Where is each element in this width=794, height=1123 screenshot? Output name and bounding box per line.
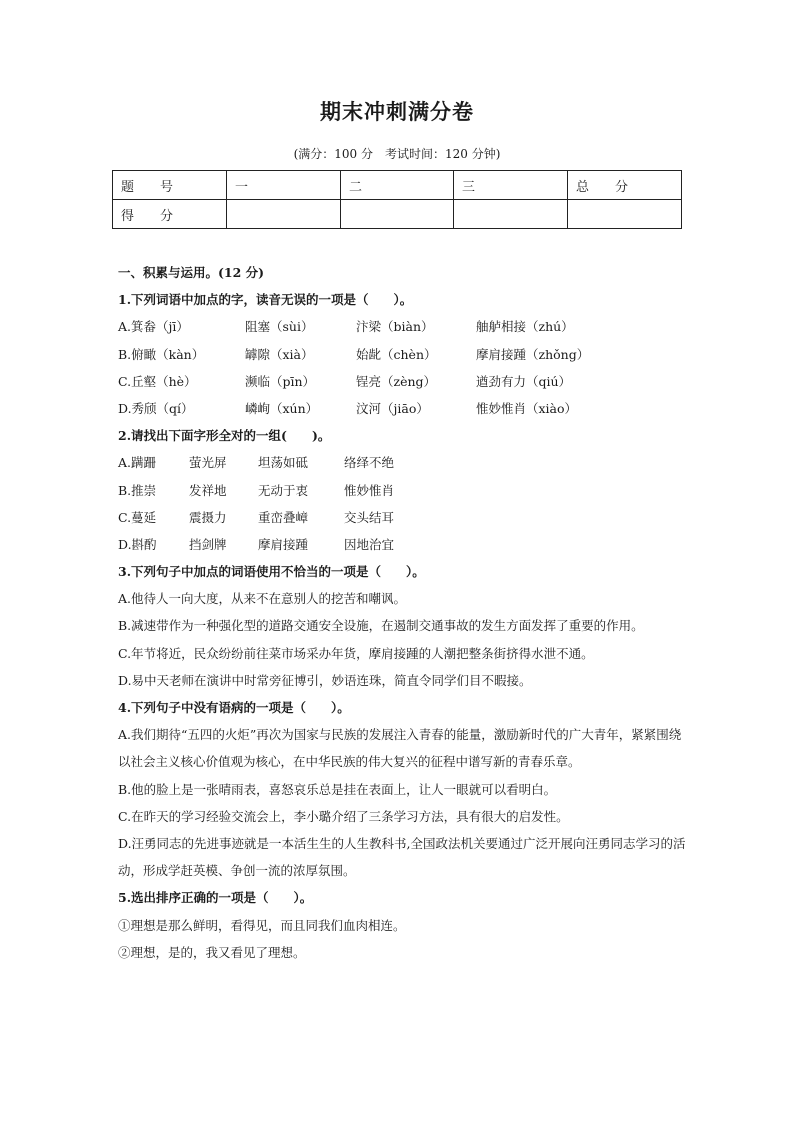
question-3-option-a[interactable]: A.他待人一向大度，从来不在意别人的挖苦和嘲讽。 [118, 591, 407, 607]
exam-content [118, 259, 688, 966]
question-5-item: ②理想，是的，我又看见了理想。 [118, 944, 306, 960]
question-2-option-a[interactable] [118, 449, 688, 476]
section-heading: 一、积累与运用。(12 分) [118, 265, 265, 280]
option-word: D.秀颀（qí） [118, 400, 194, 416]
score-input-cell[interactable] [568, 200, 682, 229]
option-word: 坦荡如砥 [258, 455, 309, 471]
option-word: 遒劲有力（qiú） [476, 373, 572, 389]
option-word: 阻塞（sùi） [245, 319, 314, 335]
option-word: 发祥地 [189, 482, 227, 498]
question-5-stem: 5.选出排序正确的一项是（ ）。 [118, 890, 313, 906]
question-3-option-d[interactable]: D.易中天老师在演讲中时常旁征博引，妙语连珠，简直令同学们目不暇接。 [118, 672, 532, 688]
question-4-stem: 4.下列句子中没有语病的一项是（ ）。 [118, 700, 350, 716]
option-word: 萤光屏 [189, 455, 227, 471]
question-4-option-b[interactable]: B.他的脸上是一张晴雨表，喜怒哀乐总是挂在表面上，让人一眼就可以看明白。 [118, 781, 557, 797]
option-word: 摩肩接踵（zhǒng） [476, 346, 590, 362]
question-2-option-d[interactable] [118, 531, 688, 558]
option-word: C.丘壑（hè） [118, 373, 197, 389]
score-table-header-row [113, 171, 682, 200]
option-word: 挡剑牌 [189, 536, 227, 552]
option-word: C.蔓延 [118, 509, 157, 525]
page-title: 期末冲刺满分卷 [320, 99, 474, 124]
option-word: 锃亮（zèng） [356, 373, 437, 389]
exam-info: (满分：100 分 考试时间：120 分钟) [293, 147, 501, 161]
option-word: 濒临（pīn） [245, 373, 316, 389]
question-2-option-c[interactable] [118, 504, 688, 531]
option-word: 重峦叠嶂 [258, 509, 309, 525]
score-input-cell[interactable] [227, 200, 341, 229]
option-word: 因地治宜 [344, 536, 395, 552]
option-word: 无动于衷 [258, 482, 309, 498]
question-4-option-d[interactable]: D.汪勇同志的先进事迹就是一本活生生的人生教科书,全国政法机关要通过广泛开展向汪勇同志学习的活动，形成学赶英模、争创一流的浓厚氛围。 [118, 836, 686, 879]
question-4-option-c[interactable]: C.在昨天的学习经验交流会上，李小璐介绍了三条学习方法，具有很大的启发性。 [118, 808, 569, 824]
option-word: 摩肩接踵 [258, 536, 309, 552]
option-word: D.斟酌 [118, 536, 157, 552]
option-word: 络绎不绝 [344, 455, 395, 471]
option-word: 汶河（jiāo） [356, 400, 429, 416]
score-table [112, 170, 682, 229]
score-table-cell: 总 分 [568, 171, 682, 200]
option-word: B.推崇 [118, 482, 157, 498]
option-word: A.箕畚（jī） [118, 319, 189, 335]
score-table-cell: 得 分 [113, 200, 227, 229]
score-table-cell: 一 [227, 171, 341, 200]
option-word: 惟妙惟肖（xiào） [476, 400, 578, 416]
score-table-score-row [113, 200, 682, 229]
option-word: 惟妙惟肖 [344, 482, 395, 498]
option-word: 汴梁（biàn） [356, 319, 434, 335]
option-word: 罅隙（xià） [245, 346, 314, 362]
score-input-cell[interactable] [341, 200, 454, 229]
question-5-item: ①理想是那么鲜明，看得见，而且同我们血肉相连。 [118, 917, 406, 933]
question-1-stem: 1.下列词语中加点的字，读音无误的一项是（ ）。 [118, 292, 413, 308]
option-word: 交头结耳 [344, 509, 395, 525]
question-1-option-a[interactable] [118, 313, 688, 340]
question-1-option-d[interactable] [118, 395, 688, 422]
question-3-stem: 3.下列句子中加点的词语使用不恰当的一项是（ ）。 [118, 564, 425, 580]
question-3-option-c[interactable]: C.年节将近，民众纷纷前往菜市场采办年货，摩肩接踵的人潮把整条街挤得水泄不通。 [118, 645, 594, 661]
question-3-option-b[interactable]: B.减速带作为一种强化型的道路交通安全设施，在遏制交通事故的发生方面发挥了重要的作用。 [118, 618, 644, 634]
score-table-cell: 二 [341, 171, 454, 200]
score-table-cell: 题 号 [113, 171, 227, 200]
question-1-option-b[interactable] [118, 341, 688, 368]
question-4-option-a[interactable]: A.我们期待“五四的火炬”再次为国家与民族的发展注入青春的能量，激励新时代的广大青年，紧紧围绕以社会主义核心价值观为核心，在中华民族的伟大复兴的征程中谱写新的青春乐章。 [118, 727, 682, 770]
question-1-option-c[interactable] [118, 368, 688, 395]
option-word: A.蹒跚 [118, 455, 157, 471]
score-table-cell: 三 [454, 171, 568, 200]
option-word: B.俯瞰（kàn） [118, 346, 205, 362]
option-word: 嶙峋（xún） [245, 400, 319, 416]
option-word: 始龀（chèn） [356, 346, 437, 362]
score-input-cell[interactable] [454, 200, 568, 229]
question-2-stem: 2.请找出下面字形全对的一组( )。 [118, 428, 331, 444]
option-word: 震摄力 [189, 509, 227, 525]
option-word: 舳舻相接（zhú） [476, 319, 574, 335]
question-2-option-b[interactable] [118, 477, 688, 504]
